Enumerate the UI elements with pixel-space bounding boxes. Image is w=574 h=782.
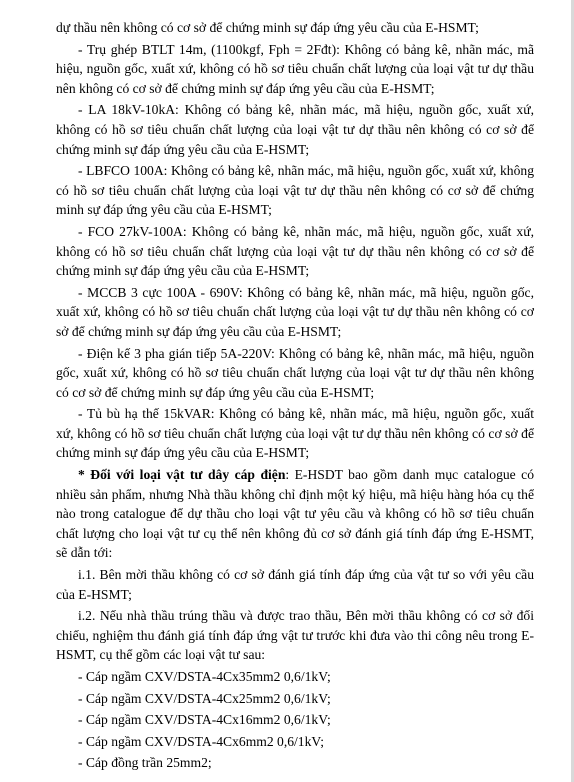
paragraph-day-cap-heading: * Đối với loại vật tư dây cáp điện [78, 467, 286, 483]
cable-item: - Cáp ngầm CXV/DSTA-4Cx6mm2 0,6/1kV; [78, 733, 324, 749]
cable-item: - Cáp ngầm CXV/DSTA-4Cx16mm2 0,6/1kV; [78, 712, 331, 728]
paragraph-dien-ke: - Điện kế 3 pha gián tiếp 5A-220V: Không có bảng kê, nhãn mác, mã hiệu, nguồn gốc, xuất xứ, không có hồ sơ tiêu chuẩn chất lượng của loại vật tư dự thầu nên không có cơ sở để chứng minh sự đáp ứng yêu cầu của E-HSMT; [56, 345, 534, 400]
cable-item: - Cáp ngầm CXV/DSTA-4Cx35mm2 0,6/1kV; [78, 669, 331, 684]
cable-item: - Cáp ngầm CXV/DSTA-4Cx25mm2 0,6/1kV; [78, 690, 331, 706]
document-body [56, 18, 534, 773]
paragraph-tu-bu: - Tủ bù hạ thế 15kVAR: Không có bảng kê, nhãn mác, mã hiệu, nguồn gốc, xuất xứ, không có hồ sơ tiêu chuẩn chất lượng của loại vật tư dự thầu nên không có cơ sở để chứng minh sự đáp ứng yêu cầu của E-HSMT; [56, 406, 534, 461]
cable-item: - Cáp đồng trần 25mm2; [78, 755, 212, 771]
paragraph-mccb: - MCCB 3 cực 100A - 690V: Không có bảng kê, nhãn mác, mã hiệu, nguồn gốc, xuất xứ, không có hồ sơ tiêu chuẩn chất lượng của loại vật tư dự thầu nên không có cơ sở để chứng minh sự đáp ứng yêu cầu của E-HSMT; [56, 284, 534, 339]
paragraph-day-cap [56, 465, 534, 563]
paragraph-i1: i.1. Bên mời thầu không có cơ sở đánh giá tính đáp ứng của vật tư so với yêu cầu của E-HSMT; [56, 567, 534, 602]
paragraph-i2: i.2. Nếu nhà thầu trúng thầu và được trao thầu, Bên mời thầu không có cơ sở đối chiếu, nghiệm thu đánh giá tính đáp ứng vật tư trước khi đưa vào thi công nêu trong E-HSMT, cụ thể gồm các loại vật tư sau: [56, 608, 534, 663]
paragraph-la: - LA 18kV-10kA: Không có bảng kê, nhãn mác, mã hiệu, nguồn gốc, xuất xứ, không có hồ sơ tiêu chuẩn chất lượng của loại vật tư dự thầu nên không có cơ sở để chứng minh sự đáp ứng yêu cầu của E-HSMT; [56, 102, 534, 157]
paragraph-continuation: dự thầu nên không có cơ sở để chứng minh sự đáp ứng yêu cầu của E-HSMT; [56, 20, 479, 35]
paragraph-tru-ghep: - Trụ ghép BTLT 14m, (1100kgf, Fph = 2Fđt): Không có bảng kê, nhãn mác, mã hiệu, nguồn gốc, xuất xứ, không có hồ sơ tiêu chuẩn chất lượng của loại vật tư dự thầu nên không có cơ sở để chứng minh sự đáp ứng yêu cầu của E-HSMT; [56, 41, 534, 96]
paragraph-day-cap-body: : E-HSDT bao gồm danh mục catalogue có nhiều sản phẩm, nhưng Nhà thầu không chỉ định một ký hiệu, mã hiệu hàng hóa cụ thể nào trong catalogue để dự thầu cho loại vật tư yêu cầu và không có hồ sơ tiêu chuẩn chất lượng cho loại vật tư cụ thể nên không đủ cơ sở đánh giá tính đáp ứng E-HSMT, sẽ dẫn tới: [56, 467, 534, 561]
paragraph-fco: - FCO 27kV-100A: Không có bảng kê, nhãn mác, mã hiệu, nguồn gốc, xuất xứ, không có hồ sơ tiêu chuẩn chất lượng của loại vật tư dự thầu nên không có cơ sở để chứng minh sự đáp ứng yêu cầu của E-HSMT; [56, 223, 534, 279]
paragraph-lbfco: - LBFCO 100A: Không có bảng kê, nhãn mác, mã hiệu, nguồn gốc, xuất xứ, không có hồ sơ tiêu chuẩn chất lượng của loại vật tư dự thầu nên không có cơ sở để chứng minh sự đáp ứng yêu cầu của E-HSMT; [56, 163, 534, 218]
